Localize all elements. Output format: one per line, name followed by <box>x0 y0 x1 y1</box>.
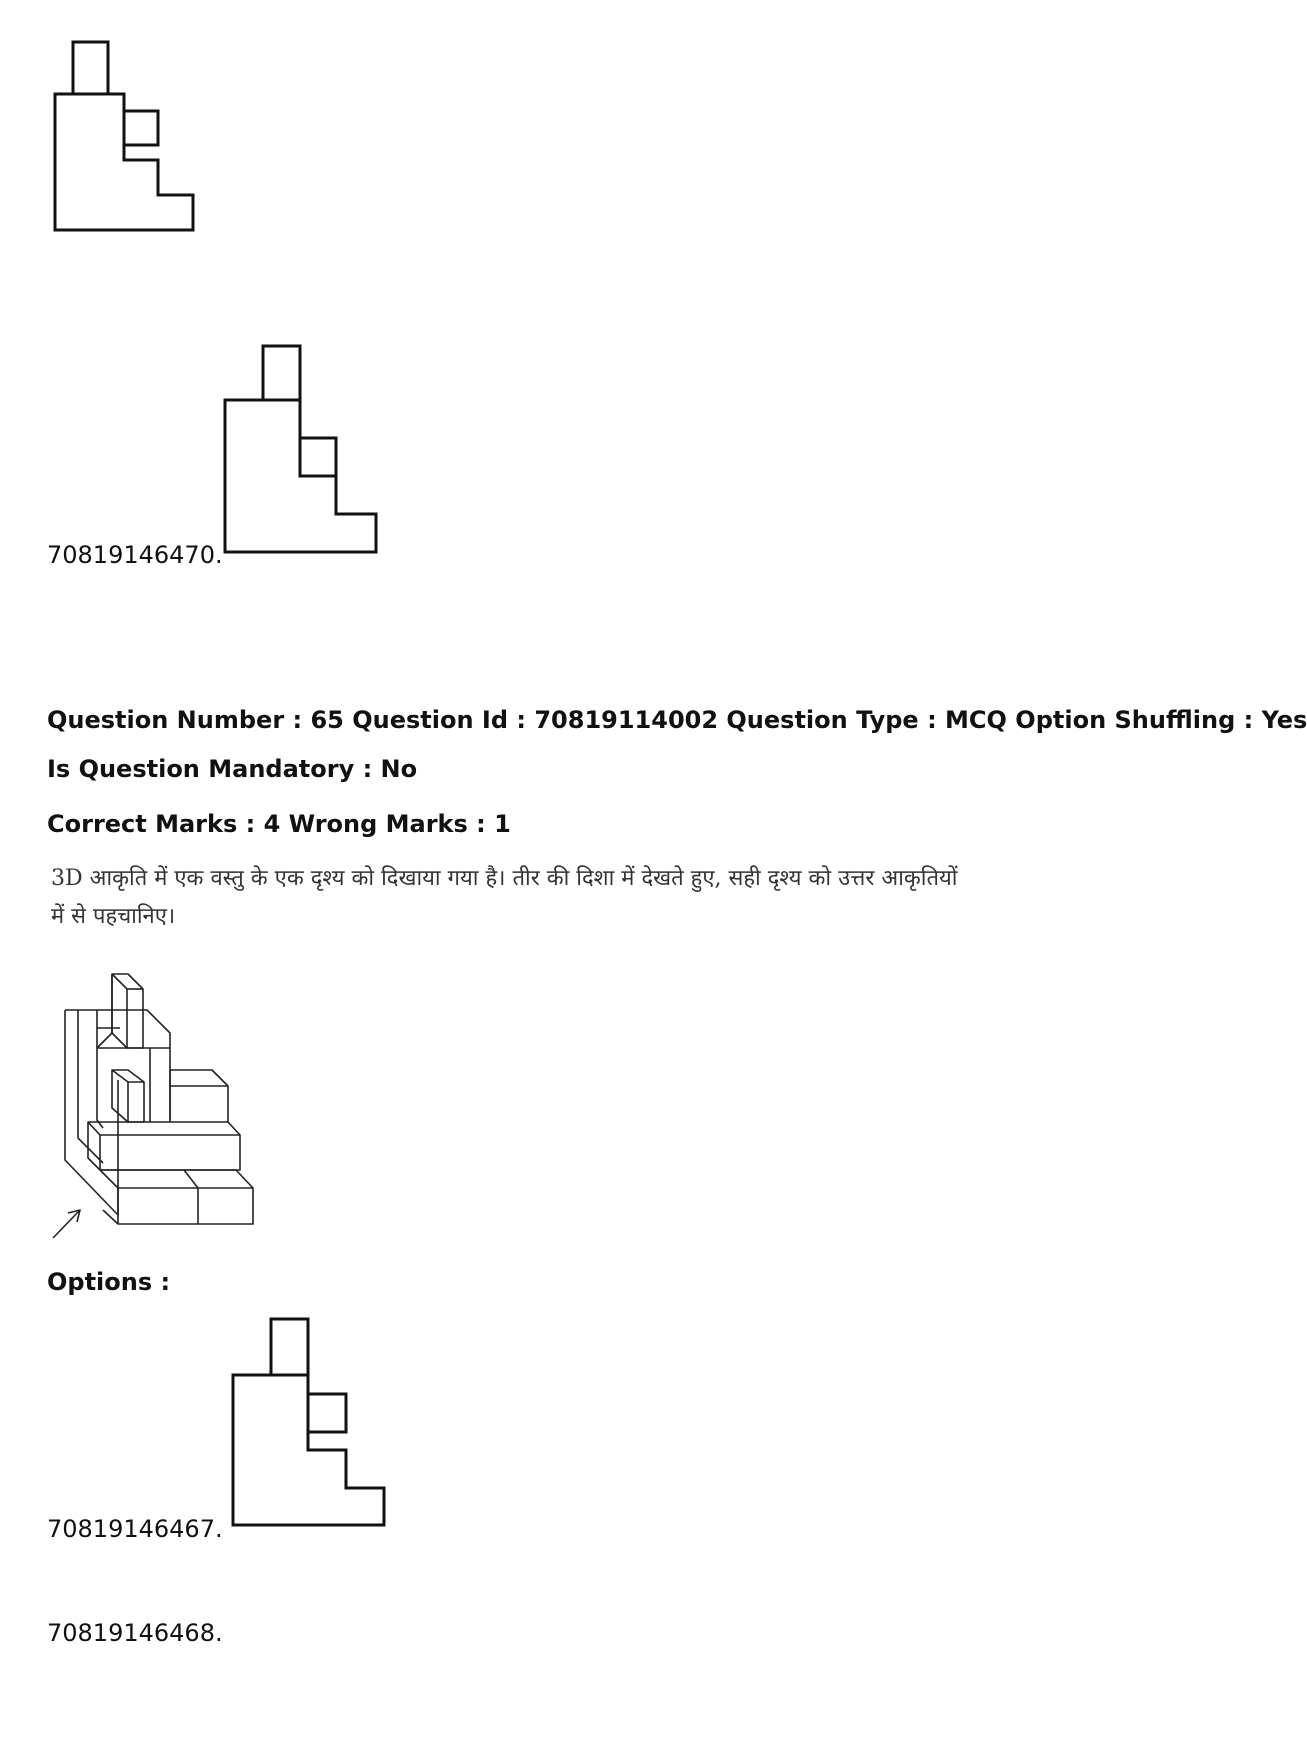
option-shuffling-label: Option Shuffling : <box>1015 706 1254 734</box>
question-number-label: Question Number : <box>47 706 303 734</box>
wrong-marks-label: Wrong Marks : <box>288 810 486 838</box>
option-id[interactable]: 70819146468. <box>47 1619 223 1647</box>
wrong-marks: 1 <box>494 810 511 838</box>
question-text-line-2: में से पहचानिए। <box>51 904 176 929</box>
question-text-line-1: 3D आकृति में एक वस्तु के एक दृश्य को दिखाया गया है। तीर की दिशा में देखते हुए, सही दृश्य को उत्तर आकृतियों <box>51 866 958 891</box>
mandatory-value: No <box>380 755 418 783</box>
option-figure <box>220 342 380 557</box>
mandatory-label: Is Question Mandatory : <box>47 755 373 783</box>
option-figure[interactable] <box>228 1315 388 1530</box>
options-label: Options : <box>47 1268 171 1296</box>
question-id: 70819114002 <box>534 706 719 734</box>
question-id-label: Question Id : <box>352 706 526 734</box>
question-type: MCQ <box>945 706 1007 734</box>
option-id[interactable]: 70819146467. <box>47 1515 223 1543</box>
correct-marks-label: Correct Marks : <box>47 810 256 838</box>
question-number: 65 <box>310 706 344 734</box>
direction-arrow <box>53 1210 80 1238</box>
isometric-figure <box>50 970 290 1250</box>
question-type-label: Question Type : <box>726 706 937 734</box>
question-header <box>47 706 1307 734</box>
marks-line <box>47 810 511 838</box>
correct-marks: 4 <box>263 810 281 838</box>
mandatory-line <box>47 755 417 783</box>
option-figure-top <box>50 38 210 243</box>
option-shuffling: Yes <box>1261 706 1307 734</box>
question-text <box>51 860 1051 936</box>
option-id: 70819146470. <box>47 541 223 569</box>
